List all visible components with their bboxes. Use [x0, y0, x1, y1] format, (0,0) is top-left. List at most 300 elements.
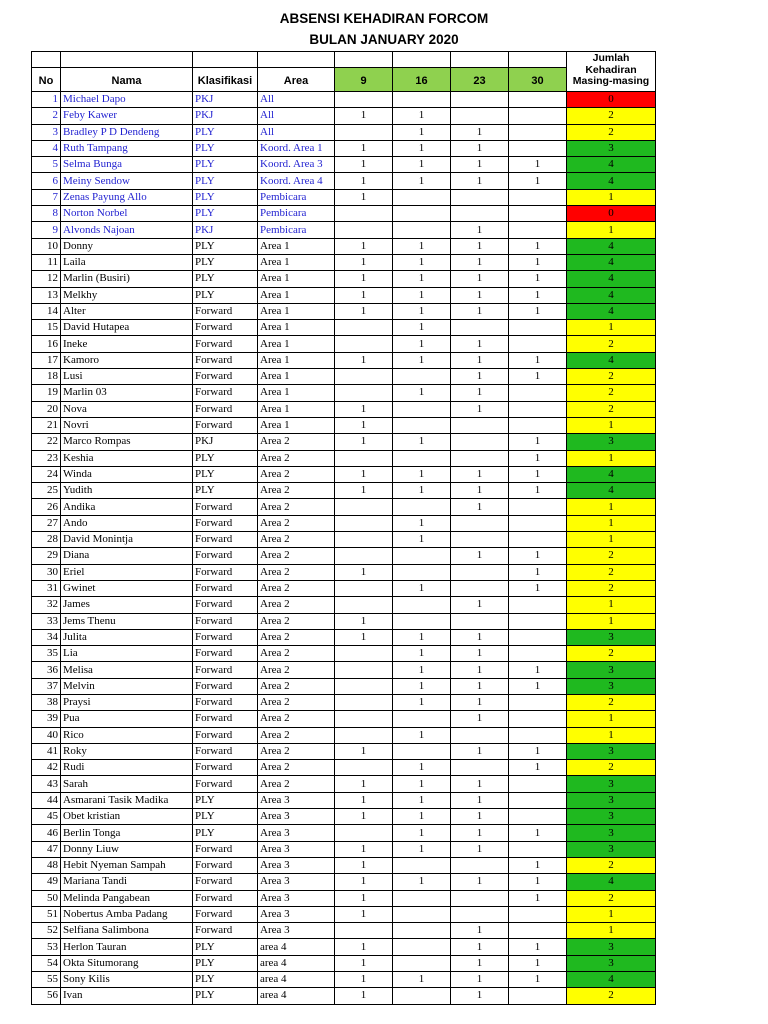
table-row [32, 189, 656, 205]
member-klasifikasi: Forward [193, 890, 258, 906]
attendance-cell [335, 548, 393, 564]
member-name: James [61, 597, 193, 613]
member-name: Diana [61, 548, 193, 564]
attendance-cell: 1 [335, 841, 393, 857]
attendance-cell: 1 [393, 694, 451, 710]
attendance-cell: 1 [509, 874, 567, 890]
member-klasifikasi: PLY [193, 206, 258, 222]
attendance-cell [451, 564, 509, 580]
attendance-cell [509, 336, 567, 352]
member-klasifikasi: Forward [193, 841, 258, 857]
header-row [32, 68, 656, 92]
member-area: Area 2 [258, 727, 335, 743]
member-area: Area 2 [258, 678, 335, 694]
table-row [32, 988, 656, 1004]
member-name: Obet kristian [61, 809, 193, 825]
attendance-cell [335, 320, 393, 336]
member-area: Area 3 [258, 890, 335, 906]
member-area: All [258, 124, 335, 140]
member-klasifikasi: Forward [193, 906, 258, 922]
attendance-cell [335, 694, 393, 710]
column-header-date: 30 [509, 68, 567, 92]
attendance-cell [393, 92, 451, 108]
member-name: Pua [61, 711, 193, 727]
row-number: 24 [32, 466, 61, 482]
attendance-cell: 1 [393, 972, 451, 988]
attendance-cell [335, 825, 393, 841]
attendance-cell: 1 [335, 564, 393, 580]
attendance-cell: 1 [451, 499, 509, 515]
member-klasifikasi: PLY [193, 809, 258, 825]
member-area: Area 1 [258, 401, 335, 417]
row-number: 48 [32, 857, 61, 873]
attendance-total: 4 [567, 287, 656, 303]
member-name: Jems Thenu [61, 613, 193, 629]
column-header-no: No [32, 68, 61, 92]
member-klasifikasi: Forward [193, 727, 258, 743]
table-row [32, 548, 656, 564]
attendance-total: 3 [567, 841, 656, 857]
member-area: Area 2 [258, 580, 335, 596]
member-area: Area 2 [258, 450, 335, 466]
table-row [32, 222, 656, 238]
attendance-cell [509, 597, 567, 613]
member-klasifikasi: PLY [193, 157, 258, 173]
attendance-cell [509, 515, 567, 531]
member-klasifikasi: Forward [193, 532, 258, 548]
member-area: Pembicara [258, 222, 335, 238]
member-name: Ineke [61, 336, 193, 352]
member-area: Area 1 [258, 254, 335, 270]
attendance-total: 2 [567, 108, 656, 124]
table-row [32, 401, 656, 417]
member-name: Melinda Pangabean [61, 890, 193, 906]
attendance-cell [451, 890, 509, 906]
attendance-cell: 1 [335, 890, 393, 906]
column-header-date: 9 [335, 68, 393, 92]
attendance-cell: 1 [335, 906, 393, 922]
member-area: Area 2 [258, 776, 335, 792]
attendance-cell: 1 [393, 108, 451, 124]
table-row [32, 662, 656, 678]
member-name: Berlin Tonga [61, 825, 193, 841]
attendance-cell [393, 988, 451, 1004]
attendance-cell: 1 [509, 939, 567, 955]
attendance-cell [509, 923, 567, 939]
attendance-cell: 1 [451, 254, 509, 270]
table-row [32, 825, 656, 841]
attendance-cell [335, 711, 393, 727]
attendance-cell: 1 [451, 923, 509, 939]
row-number: 26 [32, 499, 61, 515]
attendance-total: 2 [567, 646, 656, 662]
member-area: Area 2 [258, 646, 335, 662]
member-klasifikasi: PLY [193, 955, 258, 971]
member-area: Area 1 [258, 238, 335, 254]
attendance-cell: 1 [509, 271, 567, 287]
attendance-cell [335, 385, 393, 401]
attendance-cell: 1 [451, 124, 509, 140]
row-number: 39 [32, 711, 61, 727]
attendance-cell: 1 [509, 352, 567, 368]
attendance-cell: 1 [509, 760, 567, 776]
attendance-cell [393, 369, 451, 385]
sheet-title: ABSENSI KEHADIRAN FORCOM [279, 11, 489, 26]
attendance-cell: 1 [451, 825, 509, 841]
member-name: Selfiana Salimbona [61, 923, 193, 939]
attendance-total: 2 [567, 694, 656, 710]
attendance-cell [509, 841, 567, 857]
table-row [32, 238, 656, 254]
header-row-top [32, 52, 656, 68]
member-area: Koord. Area 1 [258, 140, 335, 156]
member-area: Area 2 [258, 694, 335, 710]
member-area: Area 1 [258, 271, 335, 287]
attendance-total: 4 [567, 238, 656, 254]
table-row [32, 857, 656, 873]
member-name: Lusi [61, 369, 193, 385]
attendance-cell [509, 140, 567, 156]
attendance-cell [393, 499, 451, 515]
attendance-total: 3 [567, 776, 656, 792]
member-klasifikasi: Forward [193, 564, 258, 580]
member-klasifikasi: Forward [193, 303, 258, 319]
member-name: Melisa [61, 662, 193, 678]
attendance-cell: 1 [451, 809, 509, 825]
table-row [32, 711, 656, 727]
attendance-cell: 1 [335, 173, 393, 189]
attendance-cell [393, 564, 451, 580]
attendance-cell [335, 923, 393, 939]
member-name: Marlin (Busiri) [61, 271, 193, 287]
table-row [32, 385, 656, 401]
attendance-cell: 1 [509, 825, 567, 841]
attendance-cell: 1 [393, 515, 451, 531]
attendance-total: 2 [567, 401, 656, 417]
row-number: 17 [32, 352, 61, 368]
member-klasifikasi: Forward [193, 369, 258, 385]
attendance-cell [393, 711, 451, 727]
attendance-cell: 1 [393, 303, 451, 319]
member-area: Area 1 [258, 287, 335, 303]
row-number: 50 [32, 890, 61, 906]
attendance-total: 4 [567, 271, 656, 287]
attendance-cell [451, 206, 509, 222]
attendance-cell: 1 [393, 124, 451, 140]
member-name: Kamoro [61, 352, 193, 368]
attendance-cell: 1 [451, 646, 509, 662]
attendance-total: 3 [567, 678, 656, 694]
attendance-cell: 1 [451, 157, 509, 173]
attendance-cell: 1 [509, 173, 567, 189]
attendance-cell: 1 [393, 841, 451, 857]
attendance-cell: 1 [393, 483, 451, 499]
attendance-cell [335, 678, 393, 694]
attendance-cell [509, 417, 567, 433]
attendance-cell: 1 [335, 629, 393, 645]
member-klasifikasi: Forward [193, 662, 258, 678]
table-row [32, 483, 656, 499]
attendance-total: 3 [567, 939, 656, 955]
attendance-total: 4 [567, 972, 656, 988]
member-area: Area 1 [258, 417, 335, 433]
attendance-cell: 1 [451, 548, 509, 564]
attendance-cell: 1 [335, 401, 393, 417]
member-name: David Monintja [61, 532, 193, 548]
attendance-cell: 1 [335, 108, 393, 124]
attendance-cell: 1 [509, 857, 567, 873]
member-klasifikasi: Forward [193, 613, 258, 629]
row-number: 47 [32, 841, 61, 857]
row-number: 43 [32, 776, 61, 792]
member-area: Area 2 [258, 466, 335, 482]
attendance-cell [509, 385, 567, 401]
row-number: 18 [32, 369, 61, 385]
attendance-cell [335, 369, 393, 385]
row-number: 23 [32, 450, 61, 466]
row-number: 37 [32, 678, 61, 694]
attendance-cell [509, 629, 567, 645]
member-area: Area 2 [258, 499, 335, 515]
member-klasifikasi: PKJ [193, 92, 258, 108]
member-area: Area 2 [258, 515, 335, 531]
member-klasifikasi: PLY [193, 271, 258, 287]
row-number: 52 [32, 923, 61, 939]
attendance-cell: 1 [393, 238, 451, 254]
attendance-cell: 1 [509, 157, 567, 173]
table-row [32, 923, 656, 939]
attendance-cell: 1 [335, 792, 393, 808]
table-row [32, 939, 656, 955]
member-klasifikasi: Forward [193, 597, 258, 613]
row-number: 46 [32, 825, 61, 841]
row-number: 4 [32, 140, 61, 156]
row-number: 7 [32, 189, 61, 205]
member-name: Alvonds Najoan [61, 222, 193, 238]
attendance-cell [451, 189, 509, 205]
row-number: 53 [32, 939, 61, 955]
table-row [32, 760, 656, 776]
attendance-cell: 1 [393, 254, 451, 270]
member-area: Area 2 [258, 532, 335, 548]
member-klasifikasi: PKJ [193, 434, 258, 450]
column-header-nama: Nama [61, 68, 193, 92]
attendance-cell: 1 [393, 352, 451, 368]
attendance-cell: 1 [393, 385, 451, 401]
member-name: Nova [61, 401, 193, 417]
attendance-cell [335, 222, 393, 238]
row-number: 22 [32, 434, 61, 450]
member-klasifikasi: Forward [193, 629, 258, 645]
attendance-cell [335, 124, 393, 140]
attendance-cell [451, 515, 509, 531]
row-number: 16 [32, 336, 61, 352]
table-row [32, 841, 656, 857]
member-area: Area 3 [258, 906, 335, 922]
member-name: Marlin 03 [61, 385, 193, 401]
attendance-cell [393, 955, 451, 971]
column-header-area: Area [258, 68, 335, 92]
member-klasifikasi: Forward [193, 515, 258, 531]
attendance-total: 3 [567, 434, 656, 450]
attendance-cell: 1 [393, 580, 451, 596]
attendance-cell: 1 [509, 662, 567, 678]
attendance-cell: 1 [393, 646, 451, 662]
attendance-cell: 1 [451, 352, 509, 368]
attendance-cell [335, 499, 393, 515]
member-area: Area 2 [258, 629, 335, 645]
sheet-subtitle: BULAN JANUARY 2020 [309, 32, 459, 47]
member-klasifikasi: Forward [193, 678, 258, 694]
attendance-table [31, 51, 656, 1005]
member-klasifikasi: Forward [193, 857, 258, 873]
member-klasifikasi: Forward [193, 401, 258, 417]
member-klasifikasi: Forward [193, 320, 258, 336]
attendance-cell: 1 [451, 385, 509, 401]
row-number: 27 [32, 515, 61, 531]
row-number: 10 [32, 238, 61, 254]
member-area: Pembicara [258, 189, 335, 205]
attendance-cell: 1 [335, 988, 393, 1004]
member-klasifikasi: Forward [193, 548, 258, 564]
attendance-cell [509, 792, 567, 808]
table-row [32, 972, 656, 988]
attendance-total: 1 [567, 532, 656, 548]
attendance-cell: 1 [451, 401, 509, 417]
table-row [32, 92, 656, 108]
attendance-total: 2 [567, 760, 656, 776]
member-klasifikasi: Forward [193, 417, 258, 433]
attendance-cell [451, 320, 509, 336]
attendance-cell [509, 92, 567, 108]
attendance-total: 2 [567, 548, 656, 564]
row-number: 45 [32, 809, 61, 825]
member-name: Rico [61, 727, 193, 743]
attendance-cell: 1 [509, 678, 567, 694]
attendance-cell: 1 [451, 662, 509, 678]
table-row [32, 434, 656, 450]
table-row [32, 646, 656, 662]
attendance-cell [393, 401, 451, 417]
attendance-cell [335, 450, 393, 466]
member-klasifikasi: Forward [193, 923, 258, 939]
member-name: Zenas Payung Allo [61, 189, 193, 205]
attendance-cell: 1 [335, 857, 393, 873]
attendance-cell: 1 [509, 369, 567, 385]
attendance-cell: 1 [393, 532, 451, 548]
member-name: Norton Norbel [61, 206, 193, 222]
attendance-cell [451, 613, 509, 629]
row-number: 29 [32, 548, 61, 564]
attendance-cell: 1 [451, 222, 509, 238]
table-row [32, 580, 656, 596]
table-row [32, 254, 656, 270]
attendance-total: 4 [567, 173, 656, 189]
attendance-total: 1 [567, 906, 656, 922]
member-area: All [258, 108, 335, 124]
member-area: Area 2 [258, 711, 335, 727]
member-name: Julita [61, 629, 193, 645]
attendance-cell: 1 [509, 743, 567, 759]
attendance-cell [393, 189, 451, 205]
column-header-date: 23 [451, 68, 509, 92]
member-name: Hebit Nyeman Sampah [61, 857, 193, 873]
attendance-cell: 1 [451, 792, 509, 808]
attendance-cell: 1 [393, 434, 451, 450]
row-number: 12 [32, 271, 61, 287]
member-klasifikasi: PLY [193, 792, 258, 808]
attendance-total: 1 [567, 923, 656, 939]
attendance-cell [451, 760, 509, 776]
attendance-cell [509, 727, 567, 743]
attendance-cell: 1 [393, 173, 451, 189]
attendance-cell [509, 189, 567, 205]
member-klasifikasi: Forward [193, 499, 258, 515]
member-name: Alter [61, 303, 193, 319]
table-row [32, 303, 656, 319]
member-klasifikasi: PLY [193, 466, 258, 482]
member-name: Rudi [61, 760, 193, 776]
table-row [32, 792, 656, 808]
attendance-cell: 1 [393, 809, 451, 825]
member-klasifikasi: PLY [193, 483, 258, 499]
member-name: Herlon Tauran [61, 939, 193, 955]
attendance-cell [335, 646, 393, 662]
attendance-cell [509, 499, 567, 515]
attendance-cell: 1 [335, 157, 393, 173]
attendance-cell [393, 548, 451, 564]
attendance-total: 2 [567, 564, 656, 580]
row-number: 56 [32, 988, 61, 1004]
member-klasifikasi: Forward [193, 580, 258, 596]
table-row [32, 874, 656, 890]
attendance-cell: 1 [509, 303, 567, 319]
attendance-cell: 1 [451, 271, 509, 287]
member-name: Melkhy [61, 287, 193, 303]
attendance-cell [335, 727, 393, 743]
row-number: 40 [32, 727, 61, 743]
row-number: 21 [32, 417, 61, 433]
member-area: Area 2 [258, 662, 335, 678]
attendance-cell: 1 [451, 939, 509, 955]
member-klasifikasi: PLY [193, 189, 258, 205]
member-area: All [258, 92, 335, 108]
attendance-cell: 1 [509, 564, 567, 580]
attendance-cell [451, 450, 509, 466]
attendance-total: 1 [567, 597, 656, 613]
member-name: Melvin [61, 678, 193, 694]
member-klasifikasi: PLY [193, 287, 258, 303]
member-area: Area 1 [258, 303, 335, 319]
member-name: Marco Rompas [61, 434, 193, 450]
member-name: Lia [61, 646, 193, 662]
row-number: 49 [32, 874, 61, 890]
attendance-cell [509, 809, 567, 825]
attendance-cell: 1 [335, 140, 393, 156]
attendance-cell: 1 [335, 434, 393, 450]
member-name: Meiny Sendow [61, 173, 193, 189]
member-klasifikasi: PLY [193, 124, 258, 140]
attendance-cell: 1 [451, 173, 509, 189]
attendance-total: 4 [567, 874, 656, 890]
member-name: Asmarani Tasik Madika [61, 792, 193, 808]
attendance-total: 4 [567, 483, 656, 499]
table-row [32, 287, 656, 303]
attendance-cell: 1 [335, 743, 393, 759]
member-klasifikasi: Forward [193, 352, 258, 368]
member-name: Laila [61, 254, 193, 270]
row-number: 38 [32, 694, 61, 710]
